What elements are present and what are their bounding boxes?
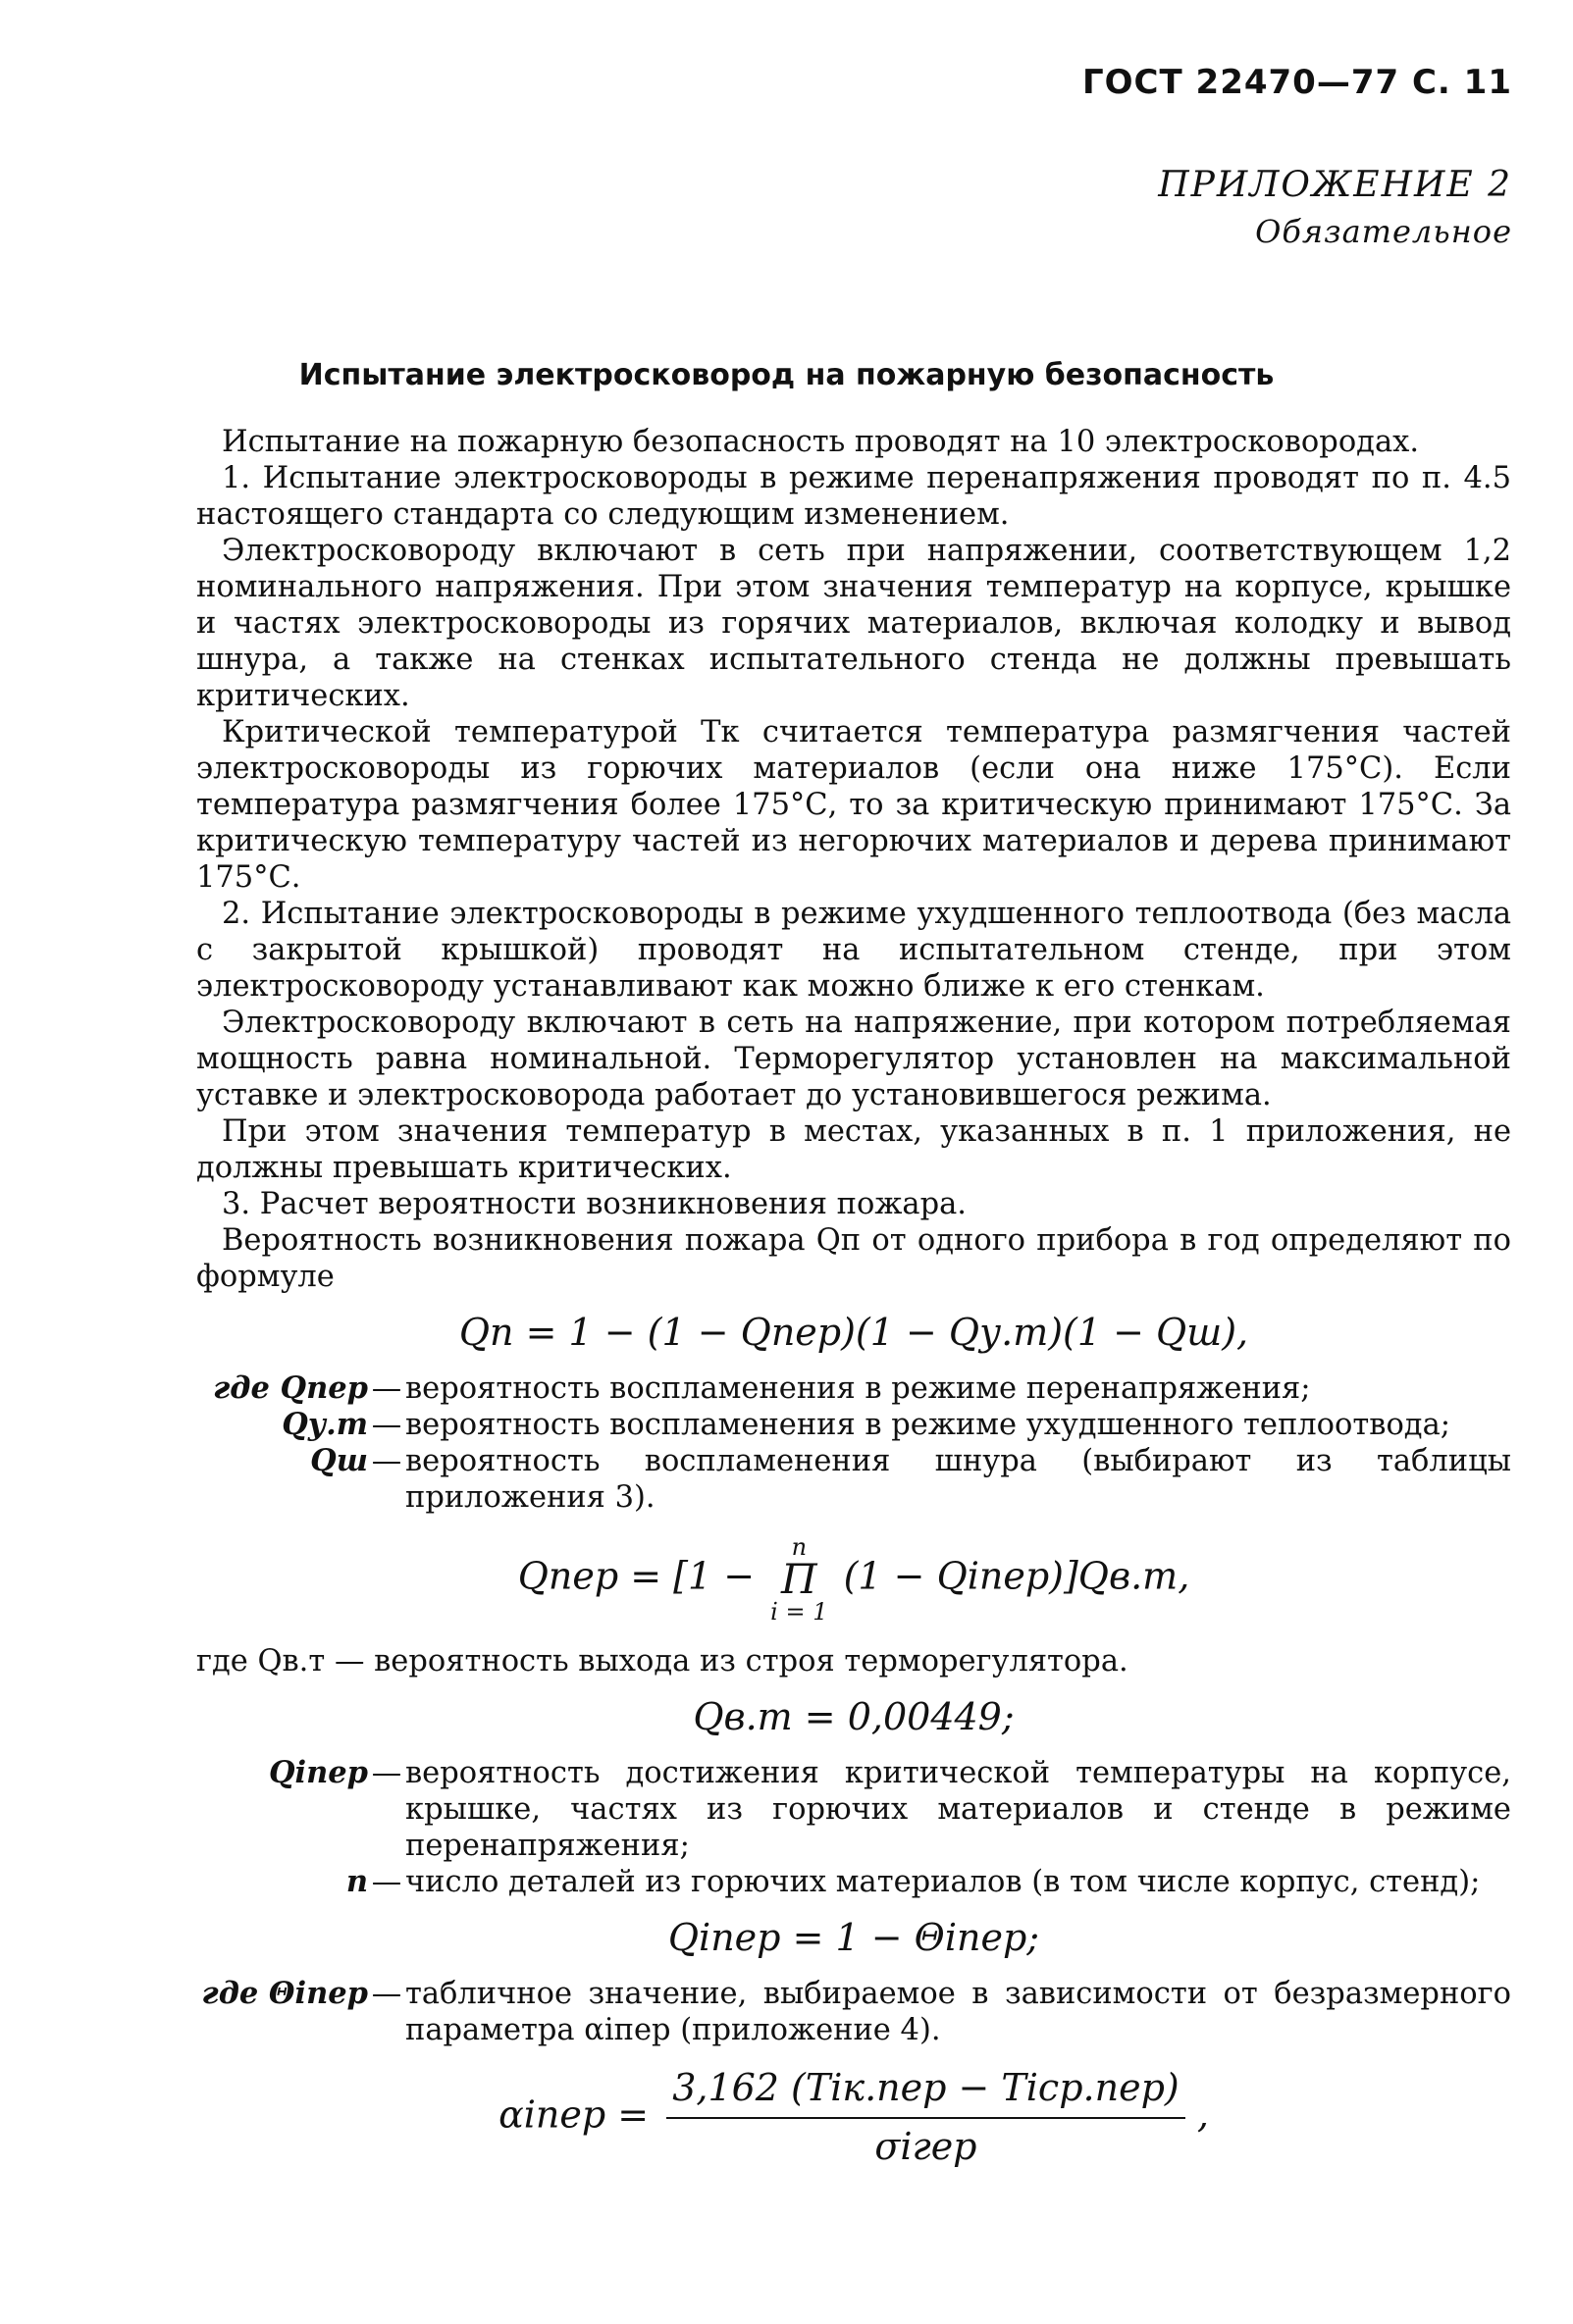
paragraph: 3. Расчет вероятности возникновения пожара. bbox=[222, 1187, 967, 1221]
page-header-doc-ref: ГОСТ 22470—77 С. 11 bbox=[1081, 63, 1512, 102]
paragraph: Электросковороду включают в сеть на напряжение, при котором потребляемая мощность равна номинальной. Терморегулятор установлен на максимальной уставке и электросковорода работает до установившегося режима. bbox=[196, 1006, 1511, 1112]
formula-left: αiпер = bbox=[498, 2092, 650, 2137]
definition-dash: — bbox=[371, 1756, 402, 1790]
definition-symbol: Qiпер bbox=[268, 1755, 368, 1790]
paragraph: Электросковороду включают в сеть при напряжении, соответствующем 1,2 номинального напряжения. При этом значения температур на корпусе, крышке и частях электросковороды из горячих материалов, включая колодку и вывод шнура, а также на стенках испытательного стенда не должны превышать критических. bbox=[196, 534, 1511, 713]
formula-alpha-parameter bbox=[196, 2068, 1511, 2168]
paragraph: Критической температурой Тк считается температура размягчения частей электросковороды из горючих материалов (если она ниже 175°С). Если температура размягчения более 175°С, то за критическую принимают 175°С. За критическую температуру частей из негорючих материалов и дерева принимают 175°С. bbox=[196, 715, 1511, 895]
definition-text: вероятность воспламенения в режиме ухудшенного теплоотвода; bbox=[405, 1408, 1451, 1442]
paragraph: где Qв.т — вероятность выхода из строя терморегулятора. bbox=[196, 1644, 1128, 1678]
definition-dash: — bbox=[371, 1444, 402, 1478]
formula-overvoltage-probability bbox=[196, 1535, 1511, 1624]
body-text bbox=[196, 424, 1511, 2188]
definition-dash: — bbox=[371, 1371, 402, 1406]
product-symbol: П bbox=[780, 1555, 817, 1603]
appendix-label-block bbox=[1158, 165, 1512, 250]
paragraph: 2. Испытание электросковороды в режиме ухудшенного теплоотвода (без масла с закрытой крышкой) проводят на испытательном стенде, при этом электросковороду устанавливают как можно ближе к его стенкам. bbox=[196, 897, 1511, 1004]
definition-row bbox=[196, 1976, 1511, 2048]
product-upper-limit: n bbox=[791, 1533, 808, 1561]
definition-dash: — bbox=[371, 1865, 402, 1899]
definitions-list-1 bbox=[196, 1370, 1511, 1516]
product-operator bbox=[770, 1535, 827, 1624]
appendix-label: ПРИЛОЖЕНИЕ 2 bbox=[1158, 165, 1512, 205]
fraction-denominator: σiгер bbox=[874, 2124, 977, 2168]
appendix-status: Обязательное bbox=[1255, 213, 1512, 250]
paragraph: Испытание на пожарную безопасность проводят на 10 электросковородах. bbox=[222, 425, 1420, 459]
product-lower-limit: i = 1 bbox=[770, 1598, 828, 1626]
definition-row bbox=[196, 1407, 1511, 1443]
definition-text: вероятность воспламенения в режиме перенапряжения; bbox=[405, 1371, 1311, 1406]
paragraph: При этом значения температур в местах, указанных в п. 1 приложения, не должны превышать критических. bbox=[196, 1114, 1511, 1185]
definition-symbol: где Θiпер bbox=[201, 1976, 368, 2011]
fraction-numerator: 3,162 (Тiк.пер − Тiср.пер) bbox=[666, 2068, 1185, 2119]
definition-row bbox=[196, 1370, 1511, 1407]
definition-row bbox=[196, 1755, 1511, 1864]
definition-row bbox=[196, 1443, 1511, 1516]
definition-text: табличное значение, выбираемое в зависимости от безразмерного параметра αiпер (приложение 4). bbox=[405, 1977, 1511, 2047]
paragraph: 1. Испытание электросковороды в режиме перенапряжения проводят по п. 4.5 настоящего стандарта со следующим изменением. bbox=[196, 461, 1511, 532]
definition-symbol: Qш bbox=[310, 1443, 368, 1478]
fraction bbox=[666, 2068, 1185, 2168]
definitions-list-3 bbox=[196, 1976, 1511, 2048]
definition-text: число деталей из горючих материалов (в том числе корпус, стенд); bbox=[405, 1865, 1481, 1899]
formula-right: (1 − Qiпер)]Qв.т, bbox=[843, 1554, 1190, 1598]
definition-dash: — bbox=[371, 1408, 402, 1442]
formula-tail: , bbox=[1196, 2092, 1209, 2137]
formula-part-probability: Qiпер = 1 − Θiпер; bbox=[667, 1916, 1040, 1959]
definition-text: вероятность достижения критической температуры на корпусе, крышке, частях из горючих материалов и стенде в режиме перенапряжения; bbox=[405, 1756, 1511, 1863]
paragraph: Вероятность возникновения пожара Qп от одного прибора в год определяют по формуле bbox=[196, 1223, 1511, 1294]
definition-symbol: Qу.т bbox=[282, 1407, 368, 1442]
definition-dash: — bbox=[371, 1977, 402, 2011]
formula-fire-probability: Qп = 1 − (1 − Qпер)(1 − Qу.т)(1 − Qш), bbox=[458, 1311, 1249, 1354]
definition-symbol: n bbox=[345, 1864, 368, 1899]
formula-thermostat-value: Qв.т = 0,00449; bbox=[693, 1695, 1015, 1738]
definition-symbol: где Qпер bbox=[213, 1370, 368, 1406]
definitions-list-2 bbox=[196, 1755, 1511, 1900]
section-title: Испытание электросковород на пожарную безопасность bbox=[298, 358, 1275, 392]
formula-left: Qпер = [1 − bbox=[517, 1554, 756, 1598]
definition-row bbox=[196, 1864, 1511, 1900]
definition-text: вероятность воспламенения шнура (выбирают из таблицы приложения 3). bbox=[405, 1444, 1511, 1515]
